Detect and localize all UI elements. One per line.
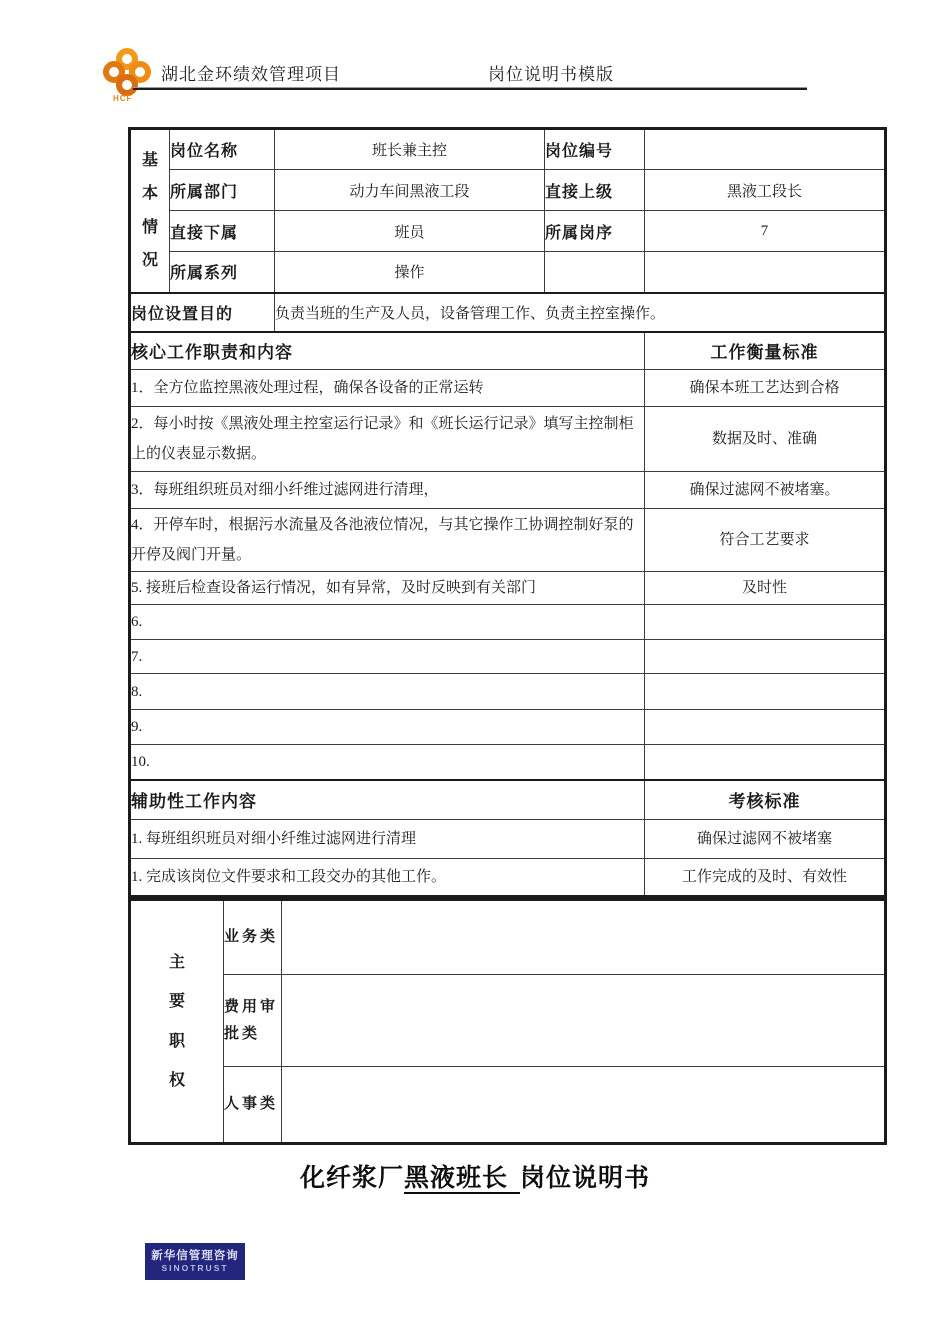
table-row <box>130 572 886 605</box>
field-value <box>645 252 886 293</box>
field-label <box>545 252 645 293</box>
field-label: 直接上级 <box>545 170 645 211</box>
field-label: 岗位名称 <box>170 129 275 170</box>
authority-content <box>282 1067 886 1144</box>
table-row <box>130 252 886 293</box>
auxiliary-header: 辅助性工作内容 <box>130 780 645 820</box>
duty-content: 1．全方位监控黑液处理过程，确保各设备的正常运转 <box>130 370 645 407</box>
table-row <box>130 820 886 859</box>
document-title <box>300 1158 650 1194</box>
field-label: 所属部门 <box>170 170 275 211</box>
table-row <box>130 472 886 509</box>
table-row <box>130 674 886 710</box>
authority-category: 业务类 <box>224 900 282 975</box>
assessment-standard-header: 考核标准 <box>645 780 886 820</box>
authority-category: 人事类 <box>224 1067 282 1144</box>
table-row <box>130 509 886 572</box>
sinotrust-logo <box>145 1243 245 1280</box>
duty-standard: 确保本班工艺达到合格 <box>645 370 886 407</box>
hcf-logo-icon <box>100 48 154 103</box>
authority-table <box>128 898 887 1145</box>
table-row <box>130 900 886 975</box>
duty-content: 3．每班组织班员对细小纤维过滤网进行清理， <box>130 472 645 509</box>
field-label: 岗位编号 <box>545 129 645 170</box>
logo-ring-icon <box>116 74 138 96</box>
table-row <box>130 640 886 674</box>
table-row <box>130 605 886 640</box>
authority-content <box>282 900 886 975</box>
duty-content: 9. <box>130 710 645 745</box>
basic-info-section-title: 基本情况 <box>130 129 170 293</box>
purpose-value: 负责当班的生产及人员，设备管理工作、负责主控室操作。 <box>275 293 886 332</box>
table-row <box>130 859 886 897</box>
table-row <box>130 170 886 211</box>
table-row <box>130 975 886 1067</box>
field-value: 操作 <box>275 252 545 293</box>
table-row <box>130 293 886 332</box>
title-prefix: 化纤浆厂 <box>300 1164 405 1192</box>
authority-content <box>282 975 886 1067</box>
header-divider <box>133 87 807 90</box>
duty-standard: 及时性 <box>645 572 886 605</box>
table-row <box>130 211 886 252</box>
duty-standard <box>645 674 886 710</box>
sinotrust-logo-text-cn: 新华信管理咨询 <box>151 1249 239 1262</box>
table-row <box>130 1067 886 1144</box>
title-suffix: 岗位说明书 <box>520 1164 651 1192</box>
purpose-label: 岗位设置目的 <box>130 293 275 332</box>
table-row <box>130 370 886 407</box>
table-row <box>130 710 886 745</box>
duty-standard <box>645 640 886 674</box>
duty-standard <box>645 605 886 640</box>
field-value: 动力车间黑液工段 <box>275 170 545 211</box>
core-duties-header: 核心工作职责和内容 <box>130 332 645 370</box>
section-header-row <box>130 780 886 820</box>
table-row <box>130 745 886 780</box>
duty-standard <box>645 745 886 780</box>
auxiliary-standard: 确保过滤网不被堵塞 <box>645 820 886 859</box>
duty-content: 10. <box>130 745 645 780</box>
duty-content: 5. 接班后检查设备运行情况，如有异常，及时反映到有关部门 <box>130 572 645 605</box>
duty-standard: 数据及时、准确 <box>645 407 886 472</box>
field-value: 7 <box>645 211 886 252</box>
duty-content: 4．开停车时，根据污水流量及各池液位情况，与其它操作工协调控制好泵的开停及阀门开量。 <box>130 509 645 572</box>
measurement-standard-header: 工作衡量标准 <box>645 332 886 370</box>
authority-section-title: 主要职权 <box>130 900 224 1144</box>
job-description-table <box>128 127 887 898</box>
duty-content: 8. <box>130 674 645 710</box>
field-value: 班员 <box>275 211 545 252</box>
field-value: 黑液工段长 <box>645 170 886 211</box>
auxiliary-content: 1. 每班组织班员对细小纤维过滤网进行清理 <box>130 820 645 859</box>
logo-text: HCF <box>113 94 133 103</box>
field-value <box>645 129 886 170</box>
project-name: 湖北金环绩效管理项目 <box>161 65 341 84</box>
title-underlined: 黑液班长 <box>404 1164 520 1194</box>
duty-standard <box>645 710 886 745</box>
duty-content: 6. <box>130 605 645 640</box>
duty-standard: 符合工艺要求 <box>645 509 886 572</box>
authority-category: 费用审批类 <box>224 975 282 1067</box>
table-row <box>130 407 886 472</box>
field-label: 直接下属 <box>170 211 275 252</box>
sinotrust-logo-text-en: SINOTRUST <box>161 1263 229 1274</box>
table-row <box>130 129 886 170</box>
duty-standard: 确保过滤网不被堵塞。 <box>645 472 886 509</box>
auxiliary-standard: 工作完成的及时、有效性 <box>645 859 886 897</box>
field-value: 班长兼主控 <box>275 129 545 170</box>
auxiliary-content: 1. 完成该岗位文件要求和工段交办的其他工作。 <box>130 859 645 897</box>
field-label: 所属系列 <box>170 252 275 293</box>
doc-type-label: 岗位说明书模版 <box>488 65 614 84</box>
section-header-row <box>130 332 886 370</box>
duty-content: 2．每小时按《黑液处理主控室运行记录》和《班长运行记录》填写主控制柜上的仪表显示数据。 <box>130 407 645 472</box>
duty-content: 7. <box>130 640 645 674</box>
field-label: 所属岗序 <box>545 211 645 252</box>
